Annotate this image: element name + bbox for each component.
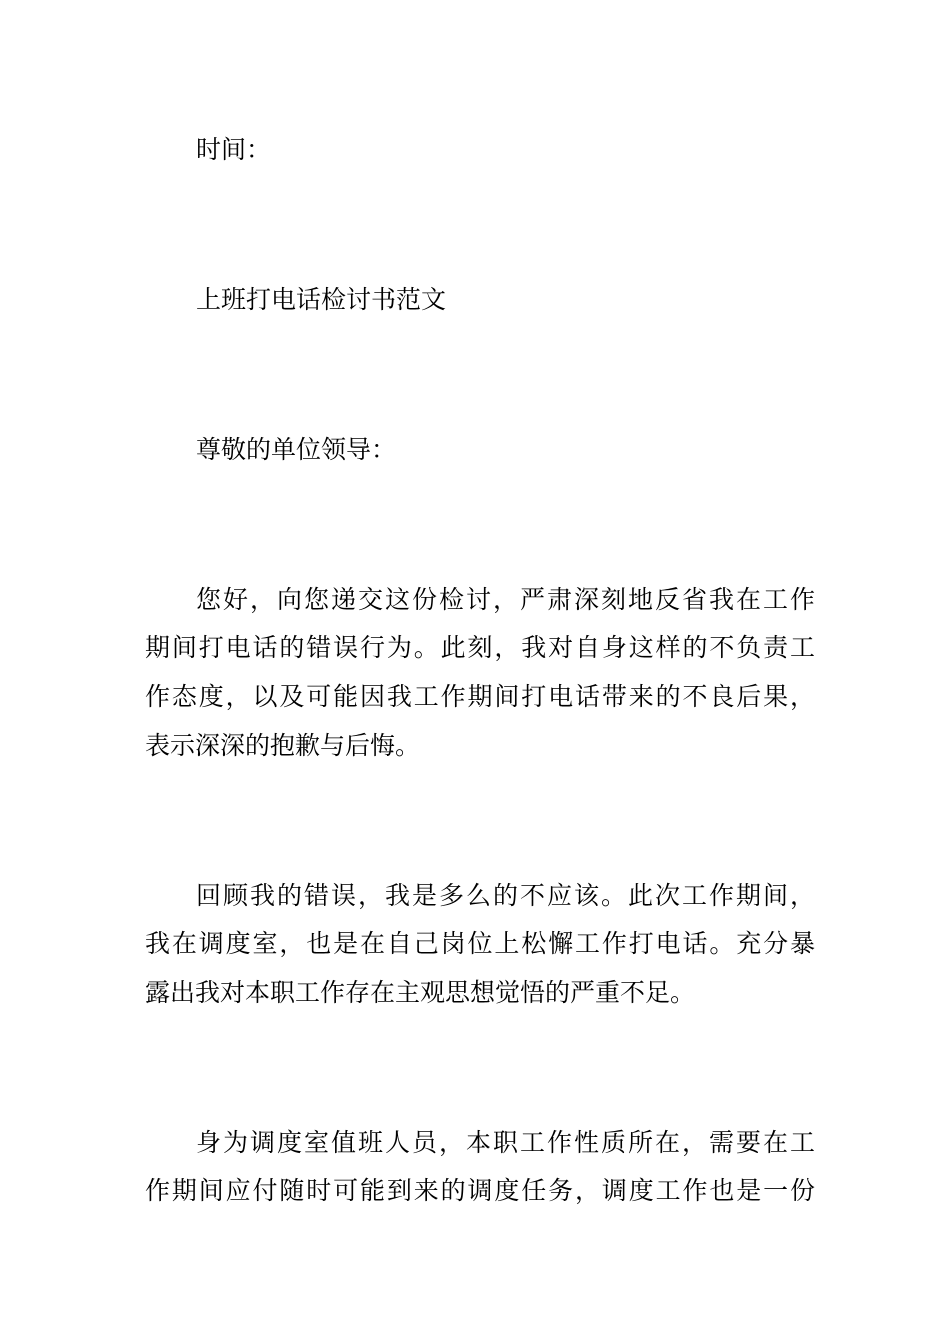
- paragraph-2-line-1: 回顾我的错误，我是多么的不应该。此次工作期间，: [196, 881, 815, 910]
- paragraph-1-line-2: 期间打电话的错误行为。此刻，我对自身这样的不负责工: [145, 633, 815, 662]
- time-label: 时间：: [196, 135, 272, 164]
- salutation: 尊敬的单位领导：: [196, 435, 397, 464]
- paragraph-2-line-2: 我在调度室，也是在自己岗位上松懈工作打电话。充分暴: [145, 929, 815, 958]
- document-title: 上班打电话检讨书范文: [196, 285, 447, 314]
- paragraph-3-line-1: 身为调度室值班人员，本职工作性质所在，需要在工: [196, 1128, 815, 1157]
- paragraph-1-line-3: 作态度，以及可能因我工作期间打电话带来的不良后果，: [145, 682, 815, 711]
- paragraph-1-line-1: 您好，向您递交这份检讨，严肃深刻地反省我在工作: [196, 585, 815, 614]
- paragraph-1-line-4: 表示深深的抱歉与后悔。: [145, 731, 421, 760]
- paragraph-3-line-2: 作期间应付随时可能到来的调度任务，调度工作也是一份: [145, 1176, 815, 1205]
- paragraph-2-line-3: 露出我对本职工作存在主观思想觉悟的严重不足。: [145, 978, 696, 1007]
